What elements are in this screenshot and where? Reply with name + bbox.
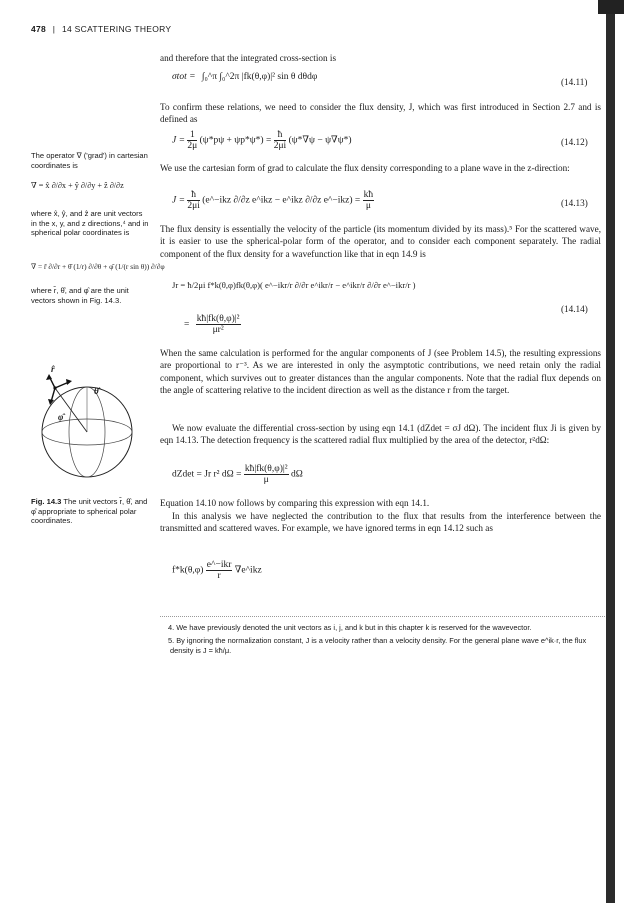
figure-14-3-sphere: [25, 370, 150, 495]
radial-line: [55, 388, 87, 432]
eq-14-14-number: (14.14): [561, 304, 588, 314]
eq-14-11-lhs: σtot =: [172, 72, 196, 82]
equation-14-11: [172, 72, 317, 82]
eq-14-14-frac: $\frac{\text{kħ|fk(θ,φ)|²}}{\text{μr²}}$: [196, 314, 240, 335]
book-spine-top: [598, 0, 624, 14]
sidenote-polar-text: where r̂, θ̂, and φ̂ are the unit vectors shown in Fig. 14.3.: [31, 286, 129, 305]
r-hat-arrowhead: [46, 374, 52, 380]
eq-14-13-frac2: $\frac{kħ}{\mu}$: [363, 190, 374, 211]
header-divider: |: [52, 24, 56, 34]
eq-14-12-number: (14.12): [561, 137, 588, 147]
equation-14-14: [172, 280, 416, 290]
eq-last-lhs: f*k(θ,φ): [172, 565, 204, 576]
eq-last-frac: $\frac{\text{e\textasciicircum{}−ikr}}{r}$: [206, 560, 232, 581]
equation-14-14-line2: = $\frac{\text{kħ|fk(θ,φ)|²}}{\text{μr²}}$: [184, 314, 240, 335]
theta-hat-arrowhead: [66, 379, 72, 385]
para-cartesian: We use the cartesian form of grad to calculate the flux density corresponding to a plane wave in the z-direction:: [160, 163, 570, 173]
figure-caption-text: The unit vectors r̂, θ̂, and φ̂ appropriate to spherical polar coordinates.: [31, 497, 148, 526]
para-flux: The flux density is essentially the velocity of the particle (its momentum divided by its mass).⁵ For the scattered wave, it is easier to use the spherical-polar form of the operator, and to consider each component separately. The radial component of the flux density for a wavefunction like that in eqn 14.9 is: [160, 224, 601, 259]
point-on-sphere: [53, 386, 56, 389]
eq-14-12-rhs: (ψ*∇ψ − ψ∇ψ*): [288, 135, 352, 146]
page-number: 478: [31, 24, 47, 34]
chapter-title: 14 SCATTERING THEORY: [61, 24, 172, 34]
eq-dz-frac: $\frac{\text{kħ|fk(θ,φ)|²}}{\mu}$: [244, 464, 288, 485]
eq-dz-lhs: dZdet = Jr r² dΩ =: [172, 469, 242, 480]
running-header: [31, 24, 171, 34]
eq-14-13-body: (e^−ikz ∂/∂z e^ikz − e^ikz ∂/∂z e^−ikz) =: [202, 195, 361, 206]
sidenote-cartesian-eq: ∇ = x̂ ∂/∂x + ŷ ∂/∂y + ẑ ∂/∂z: [31, 181, 124, 190]
figure-caption-label: Fig. 14.3: [31, 497, 62, 506]
eq-14-12-frac2: $\frac{ħ}{2\mu i}$: [273, 130, 287, 151]
para-angular: When the same calculation is performed for the angular components of J (see Problem 14.5), the resulting expressions are proportional to r⁻³. As we are interested in only the asymptotic contributions, we need retain only the radial component, which survives out to greater distances than the angular components. Note that the radial flux depends on the angle of scattering relative to the incident direction as well as the distance r from the target.: [160, 348, 601, 396]
para-confirm: To confirm these relations, we need to consider the flux density, J, which was first introduced in Section 2.7 and is defined as: [160, 102, 601, 125]
eq-14-11-number: (14.11): [561, 77, 588, 87]
footnote-rule: [160, 616, 605, 617]
intro-line: and therefore that the integrated cross-section is: [160, 53, 337, 63]
sidenote-unit-text: where x̂, ŷ, and ẑ are unit vectors in the x, y, and z directions,⁴ and in spherical polar coordinates is: [31, 209, 149, 238]
eq-dz-tail: dΩ: [291, 469, 303, 480]
eq-14-13-number: (14.13): [561, 198, 588, 208]
para-evaluate: We now evaluate the differential cross-section by using eqn 14.1 (dZdet = σJ dΩ). The incident flux Ji is given by eqn 14.13. The detection frequency is the scattered radial flux multiplied by the area of the detector, r²dΩ:: [160, 423, 601, 446]
eq-14-12-lhs: J =: [172, 135, 186, 146]
eq-14-14-line1: Jr = ħ/2μi f*k(θ,φ)fk(θ,φ)( e^−ikr/r ∂/∂r e^ikr/r − e^ikr/r ∂/∂r e^−ikr/r ): [172, 280, 416, 290]
eq-14-13-frac1: $\frac{ħ}{2\mu i}$: [187, 190, 200, 211]
sidenote-grad: [31, 151, 149, 170]
footnote-4: 4. We have previously denoted the unit vectors as i, j, and k but in this chapter k is reserved for the wavevector.: [168, 623, 532, 632]
eq-last-tail: ∇e^ikz: [234, 565, 262, 576]
sidenote-operator-title: The operator ∇ ('grad') in cartesian coordinates is: [31, 151, 148, 170]
eq-14-11-body: ∫₀^π ∫₀^2π |fk(θ,φ)|² sin θ dθdφ: [201, 72, 318, 82]
eq-14-12-mid: (ψ*pψ + ψp*ψ*) =: [199, 135, 272, 146]
figure-label-phi: φ̂: [58, 412, 64, 422]
para-neglected: In this analysis we have neglected the contribution to the flux that results from the interference between the transmitted and scattered waves. For example, we have ignored terms in eqn 14.12 such as: [160, 511, 601, 534]
para-follows: Equation 14.10 now follows by comparing this expression with eqn 14.1.: [160, 498, 430, 508]
sidenote-polar-eq: ∇ = r̂ ∂/∂r + θ̂ (1/r) ∂/∂θ + φ̂ (1/(r sin θ)) ∂/∂φ: [31, 262, 165, 271]
figure-label-theta: θ̂: [94, 386, 99, 396]
eq-14-13-lhs: J =: [172, 195, 186, 206]
equation-14-12: [172, 130, 352, 151]
figure-caption: [31, 497, 149, 526]
book-spine: [606, 0, 615, 903]
equation-dz: [172, 464, 303, 485]
eq-14-12-frac1: $\frac{1}{2\mu}$: [187, 130, 198, 151]
footnote-5: 5. By ignoring the normalization constant, J is a velocity rather than a velocity density. For the general plane wave e^ik·r, the flux density is J = kħ/μ.: [168, 636, 587, 655]
footnotes: [160, 623, 601, 656]
equation-14-13: [172, 190, 374, 211]
equation-last: [172, 560, 262, 581]
figure-label-r: r̂: [51, 364, 55, 374]
